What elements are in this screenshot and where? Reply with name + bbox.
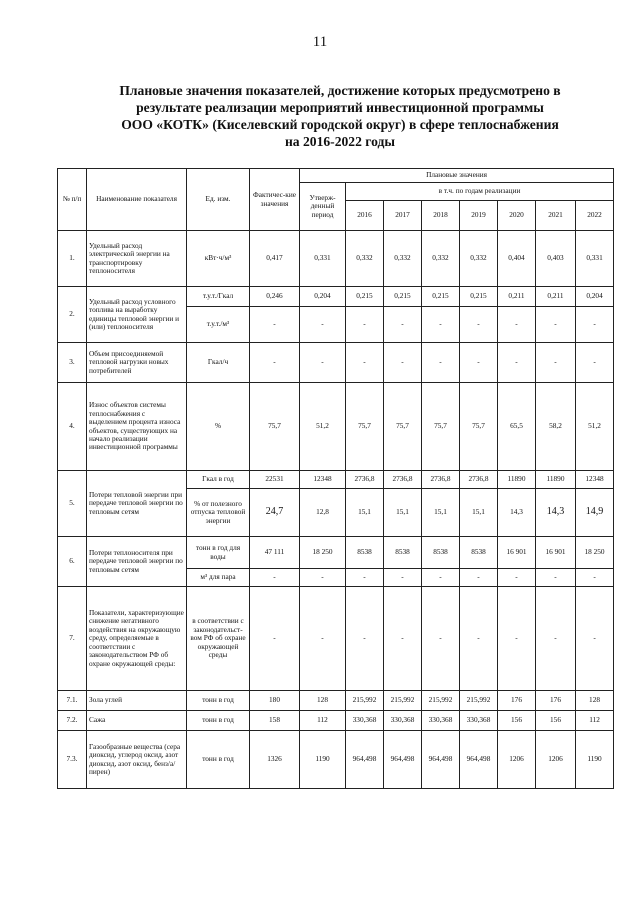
row-year-value: 58,2: [536, 383, 576, 471]
row-actual: 1326: [250, 731, 300, 789]
row-year-value: 16 901: [498, 537, 536, 569]
row-year-value: 964,498: [346, 731, 384, 789]
header-year: 2020: [498, 201, 536, 231]
header-year: 2018: [422, 201, 460, 231]
row-year-value: 112: [576, 711, 614, 731]
row-year-value: 964,498: [422, 731, 460, 789]
row-year-value: 0,332: [422, 231, 460, 287]
row-actual: -: [250, 343, 300, 383]
table-row: [58, 343, 614, 383]
row-unit: тонн в год: [187, 731, 250, 789]
row-year-value: -: [346, 307, 384, 343]
row-name: Удельный расход электрической энергии на транспортировку теплоносителя: [87, 231, 187, 287]
row-unit: Гкал в год: [187, 471, 250, 489]
table-row: [58, 587, 614, 691]
row-num: 3.: [58, 343, 87, 383]
row-num: 2.: [58, 287, 87, 343]
row-unit: т.у.т./Гкал: [187, 287, 250, 307]
row-year-value: 0,215: [384, 287, 422, 307]
row-year-value: 16 901: [536, 537, 576, 569]
header-planned: Плановые значения: [300, 169, 614, 183]
row-year-value: 8538: [460, 537, 498, 569]
row-unit: %: [187, 383, 250, 471]
row-year-value: -: [422, 569, 460, 587]
header-year: 2016: [346, 201, 384, 231]
row-year-value: -: [498, 569, 536, 587]
row-year-value: 14,3: [498, 489, 536, 537]
row-year-value: 1206: [536, 731, 576, 789]
row-year-value: 15,1: [460, 489, 498, 537]
row-year-value: 330,368: [460, 711, 498, 731]
row-year-value: 156: [498, 711, 536, 731]
row-approved: -: [300, 343, 346, 383]
row-actual: -: [250, 587, 300, 691]
indicators-table: [57, 168, 614, 789]
row-unit: % от полезного отпуска тепловой энергии: [187, 489, 250, 537]
header-actual: Фактичес-кие значения: [250, 169, 300, 231]
row-year-value: 8538: [346, 537, 384, 569]
row-approved: -: [300, 587, 346, 691]
row-year-value: -: [460, 343, 498, 383]
row-name: Объем присоединяемой тепловой нагрузки новых потребителей: [87, 343, 187, 383]
row-name: Показатели, характеризующие снижение негативного воздействия на окружающую среду, определяемые в соответствии с законодательством РФ об охране окружающей среды:: [87, 587, 187, 691]
row-year-value: -: [460, 569, 498, 587]
row-actual: 24,7: [250, 489, 300, 537]
row-approved: -: [300, 307, 346, 343]
row-year-value: 1190: [576, 731, 614, 789]
row-year-value: 215,992: [422, 691, 460, 711]
row-actual: 0,246: [250, 287, 300, 307]
header-year: 2021: [536, 201, 576, 231]
row-name: Потери тепловой энергии при передаче тепловой энергии по тепловым сетям: [87, 471, 187, 537]
row-year-value: 75,7: [346, 383, 384, 471]
row-num: 7.: [58, 587, 87, 691]
row-unit: м³ для пара: [187, 569, 250, 587]
row-year-value: -: [498, 343, 536, 383]
row-year-value: 15,1: [422, 489, 460, 537]
row-actual: 0,417: [250, 231, 300, 287]
row-year-value: 2736,8: [384, 471, 422, 489]
table-row: [58, 537, 614, 569]
title-line-4: на 2016-2022 годы: [284, 134, 396, 149]
row-year-value: 0,215: [346, 287, 384, 307]
row-unit: тонн в год: [187, 691, 250, 711]
page-number: 11: [312, 34, 328, 50]
row-year-value: -: [384, 307, 422, 343]
row-year-value: 176: [498, 691, 536, 711]
row-year-value: 0,404: [498, 231, 536, 287]
row-approved: 12,8: [300, 489, 346, 537]
row-approved: 128: [300, 691, 346, 711]
row-year-value: 215,992: [460, 691, 498, 711]
row-num: 7.3.: [58, 731, 87, 789]
row-name: Зола углей: [87, 691, 187, 711]
row-year-value: 128: [576, 691, 614, 711]
row-num: 6.: [58, 537, 87, 587]
row-year-value: 65,5: [498, 383, 536, 471]
row-year-value: 0,215: [422, 287, 460, 307]
row-year-value: 215,992: [346, 691, 384, 711]
row-year-value: -: [536, 307, 576, 343]
row-actual: -: [250, 307, 300, 343]
row-actual: 180: [250, 691, 300, 711]
row-year-value: -: [346, 587, 384, 691]
row-actual: 47 111: [250, 537, 300, 569]
row-name: Сажа: [87, 711, 187, 731]
row-year-value: 75,7: [422, 383, 460, 471]
row-year-value: -: [422, 343, 460, 383]
row-year-value: 14,9: [576, 489, 614, 537]
row-approved: 1190: [300, 731, 346, 789]
row-year-value: 1206: [498, 731, 536, 789]
row-approved: -: [300, 569, 346, 587]
row-year-value: -: [384, 569, 422, 587]
row-year-value: 0,215: [460, 287, 498, 307]
row-actual: 22531: [250, 471, 300, 489]
row-year-value: 964,498: [384, 731, 422, 789]
table-row: [58, 287, 614, 307]
row-num: 1.: [58, 231, 87, 287]
row-year-value: -: [498, 307, 536, 343]
row-year-value: 2736,8: [422, 471, 460, 489]
row-year-value: 964,498: [460, 731, 498, 789]
row-year-value: 11890: [536, 471, 576, 489]
row-year-value: 0,211: [536, 287, 576, 307]
row-year-value: -: [536, 569, 576, 587]
row-actual: 158: [250, 711, 300, 731]
row-num: 7.2.: [58, 711, 87, 731]
header-approved: Утверж-денный период: [300, 183, 346, 231]
document-title: [60, 82, 620, 150]
row-actual: 75,7: [250, 383, 300, 471]
row-year-value: -: [576, 343, 614, 383]
row-year-value: 176: [536, 691, 576, 711]
row-actual: -: [250, 569, 300, 587]
row-approved: 0,204: [300, 287, 346, 307]
row-year-value: 8538: [384, 537, 422, 569]
row-year-value: 2736,8: [460, 471, 498, 489]
row-name: Потери теплоносителя при передаче тепловой энергии по тепловым сетям: [87, 537, 187, 587]
row-name: Удельный расход условного топлива на выработку единицы тепловой энергии и (или) теплоносителя: [87, 287, 187, 343]
row-year-value: -: [422, 587, 460, 691]
title-line-1: Плановые значения показателей, достижение которых предусмотрено в: [119, 83, 561, 98]
row-num: 5.: [58, 471, 87, 537]
row-approved: 51,2: [300, 383, 346, 471]
table-row: [58, 691, 614, 711]
title-line-2: результате реализации мероприятий инвестиционной программы: [136, 100, 544, 115]
row-unit: т.у.т./м³: [187, 307, 250, 343]
row-approved: 112: [300, 711, 346, 731]
row-unit: Гкал/ч: [187, 343, 250, 383]
row-year-value: 0,331: [576, 231, 614, 287]
row-year-value: -: [422, 307, 460, 343]
row-name: Газообразные вещества (сера диоксид, углерод оксид, азот диоксид, азот оксид, бенз/а/пирен): [87, 731, 187, 789]
row-unit: кВт·ч/м³: [187, 231, 250, 287]
row-year-value: 156: [536, 711, 576, 731]
row-year-value: 0,332: [384, 231, 422, 287]
row-year-value: 75,7: [384, 383, 422, 471]
row-year-value: -: [460, 307, 498, 343]
row-year-value: -: [498, 587, 536, 691]
row-year-value: 11890: [498, 471, 536, 489]
row-year-value: -: [536, 343, 576, 383]
title-line-3: ООО «КОТК» (Киселевский городской округ) в сфере теплоснабжения: [121, 117, 559, 132]
header-unit: Ед. изм.: [187, 169, 250, 231]
row-year-value: -: [576, 307, 614, 343]
table-row: [58, 471, 614, 489]
row-year-value: 0,403: [536, 231, 576, 287]
row-approved: 12348: [300, 471, 346, 489]
table-row: [58, 731, 614, 789]
header-by-years: в т.ч. по годам реализации: [346, 183, 614, 201]
row-num: 4.: [58, 383, 87, 471]
row-approved: 18 250: [300, 537, 346, 569]
row-year-value: -: [384, 587, 422, 691]
row-year-value: 330,368: [384, 711, 422, 731]
row-year-value: 15,1: [346, 489, 384, 537]
row-year-value: 18 250: [576, 537, 614, 569]
row-approved: 0,331: [300, 231, 346, 287]
row-num: 7.1.: [58, 691, 87, 711]
row-year-value: -: [576, 569, 614, 587]
row-unit: тонн в год для воды: [187, 537, 250, 569]
header-name: Наименование показателя: [87, 169, 187, 231]
header-year: 2022: [576, 201, 614, 231]
row-year-value: -: [384, 343, 422, 383]
row-year-value: 51,2: [576, 383, 614, 471]
header-year: 2019: [460, 201, 498, 231]
row-year-value: 215,992: [384, 691, 422, 711]
header-year: 2017: [384, 201, 422, 231]
row-year-value: 2736,8: [346, 471, 384, 489]
row-year-value: 330,368: [346, 711, 384, 731]
header-num: № п/п: [58, 169, 87, 231]
row-year-value: 15,1: [384, 489, 422, 537]
table-row: [58, 231, 614, 287]
row-year-value: 75,7: [460, 383, 498, 471]
row-year-value: -: [346, 569, 384, 587]
table-row: [58, 711, 614, 731]
row-year-value: 12348: [576, 471, 614, 489]
table-row: [58, 383, 614, 471]
row-year-value: 8538: [422, 537, 460, 569]
row-year-value: -: [576, 587, 614, 691]
row-year-value: 0,211: [498, 287, 536, 307]
row-year-value: 330,368: [422, 711, 460, 731]
row-year-value: 0,204: [576, 287, 614, 307]
row-year-value: -: [536, 587, 576, 691]
row-unit: тонн в год: [187, 711, 250, 731]
row-year-value: 14,3: [536, 489, 576, 537]
row-year-value: -: [460, 587, 498, 691]
row-year-value: -: [346, 343, 384, 383]
row-year-value: 0,332: [460, 231, 498, 287]
row-name: Износ объектов системы теплоснабжения с выделением процента износа объектов, существующих на начало реализации инвестиционной программы: [87, 383, 187, 471]
row-unit: в соответствии с законодательст-вом РФ об охране окружающей среды: [187, 587, 250, 691]
row-year-value: 0,332: [346, 231, 384, 287]
